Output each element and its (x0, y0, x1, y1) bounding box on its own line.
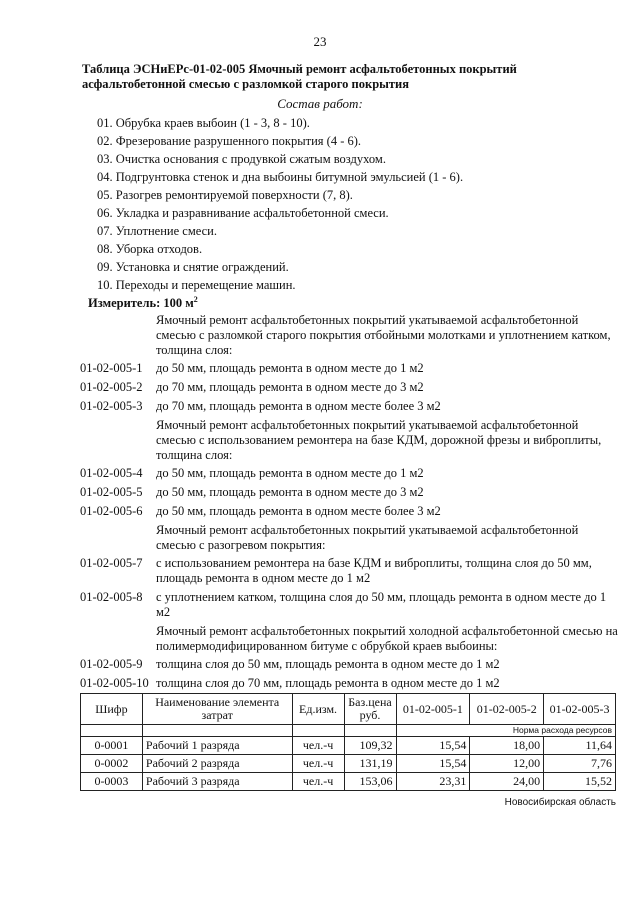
table-row (81, 737, 616, 755)
cell-name: Рабочий 1 разряда (142, 737, 292, 755)
cell-unit: чел.-ч (292, 737, 344, 755)
measure-exponent: 2 (193, 295, 198, 304)
header-norm-3: 01-02-005-3 (544, 694, 616, 725)
cell-price: 153,06 (344, 773, 396, 791)
header-unit: Ед.изм. (292, 694, 344, 725)
norm-code: 01-02-005-2 (80, 380, 143, 394)
norm-code: 01-02-005-7 (80, 556, 143, 570)
norm-text: до 70 мм, площадь ремонта в одном месте более 3 м2 (156, 399, 441, 413)
cell-code: 0-0001 (81, 737, 143, 755)
header-norm-2: 01-02-005-2 (470, 694, 544, 725)
header-cost-element: Наименование элемента затрат (142, 694, 292, 725)
cell-name: Рабочий 3 разряда (142, 773, 292, 791)
norm-row (80, 676, 620, 691)
norm-code: 01-02-005-3 (80, 399, 143, 413)
norm-label-row (81, 725, 616, 737)
blank-cell (81, 725, 143, 737)
footer-region: Новосибирская область (504, 797, 616, 808)
cell-norm: 15,54 (396, 755, 470, 773)
cell-norm: 18,00 (470, 737, 544, 755)
norm-code: 01-02-005-5 (80, 485, 143, 499)
norm-entries (80, 313, 620, 695)
cell-code: 0-0002 (81, 755, 143, 773)
blank-cell (292, 725, 344, 737)
group-description: Ямочный ремонт асфальтобетонных покрытий укатываемой асфальтобетонной смесью с использованием ремонтера на базе КДМ, дорожной фрезы и виброплиты, толщина слоя: (156, 418, 602, 462)
cell-code: 0-0003 (81, 773, 143, 791)
work-item: 03. Очистка основания с продувкой сжатым воздухом. (97, 152, 386, 166)
cell-norm: 7,76 (544, 755, 616, 773)
norm-code: 01-02-005-10 (80, 676, 149, 690)
work-composition-list (97, 114, 463, 294)
norm-text: до 50 мм, площадь ремонта в одном месте до 1 м2 (156, 361, 424, 375)
measure-unit (88, 295, 198, 311)
work-item: 04. Подгрунтовка стенок и дна выбоины битумной эмульсией (1 - 6). (97, 170, 464, 184)
norm-text: до 50 мм, площадь ремонта в одном месте до 1 м2 (156, 466, 424, 480)
cell-norm: 11,64 (544, 737, 616, 755)
norm-code: 01-02-005-1 (80, 361, 143, 375)
group-description: Ямочный ремонт асфальтобетонных покрытий холодной асфальтобетонной смесью на полимермодифицированном битуме с обрубкой краев выбоины: (156, 624, 618, 653)
cell-price: 131,19 (344, 755, 396, 773)
work-item: 02. Фрезерование разрушенного покрытия (4 - 6). (97, 134, 362, 148)
cell-norm: 15,54 (396, 737, 470, 755)
norm-row (80, 485, 620, 500)
work-item: 08. Уборка отходов. (97, 242, 203, 256)
norm-row (80, 590, 620, 620)
norm-code: 01-02-005-9 (80, 657, 143, 671)
cell-norm: 24,00 (470, 773, 544, 791)
norm-row (80, 657, 620, 672)
norm-code: 01-02-005-6 (80, 504, 143, 518)
work-composition-heading: Состав работ: (277, 96, 363, 111)
resource-norms-table (80, 693, 616, 791)
norm-code: 01-02-005-8 (80, 590, 143, 604)
table-row (81, 755, 616, 773)
cell-norm: 23,31 (396, 773, 470, 791)
norm-text: толщина слоя до 50 мм, площадь ремонта в одном месте до 1 м2 (156, 657, 500, 671)
group-description: Ямочный ремонт асфальтобетонных покрытий укатываемой асфальтобетонной смесью с разломкой старого покрытия отбойными молотками и уплотнением катком, толщина слоя: (156, 313, 611, 357)
work-item: 06. Укладка и разравнивание асфальтобетонной смеси. (97, 206, 389, 220)
norm-row (80, 399, 620, 414)
work-item: 01. Обрубка краев выбоин (1 - 3, 8 - 10). (97, 116, 310, 130)
norm-row (80, 466, 620, 481)
norm-code: 01-02-005-4 (80, 466, 143, 480)
norm-text: с уплотнением катком, толщина слоя до 50 мм, площадь ремонта в одном месте до 1 м2 (156, 590, 607, 619)
blank-cell (344, 725, 396, 737)
work-item: 07. Уплотнение смеси. (97, 224, 217, 238)
norm-text: толщина слоя до 70 мм, площадь ремонта в одном месте до 1 м2 (156, 676, 500, 690)
norm-text: до 70 мм, площадь ремонта в одном месте до 3 м2 (156, 380, 424, 394)
work-item: 05. Разогрев ремонтируемой поверхности (7, 8). (97, 188, 353, 202)
norm-text: с использованием ремонтера на базе КДМ и виброплиты, толщина слоя до 50 мм, площадь ремонта в одном месте до 1 м2 (156, 556, 592, 585)
norm-text: до 50 мм, площадь ремонта в одном месте более 3 м2 (156, 504, 441, 518)
cell-price: 109,32 (344, 737, 396, 755)
norm-row (80, 504, 620, 519)
work-item: 10. Переходы и перемещение машин. (97, 278, 296, 292)
blank-cell (142, 725, 292, 737)
cell-unit: чел.-ч (292, 773, 344, 791)
group-description: Ямочный ремонт асфальтобетонных покрытий укатываемой асфальтобетонной смесью с разогревом покрытия: (156, 523, 579, 552)
norm-row (80, 556, 620, 586)
page-number: 23 (313, 34, 327, 49)
table-header-row (81, 694, 616, 725)
cell-norm: 12,00 (470, 755, 544, 773)
norm-row (80, 361, 620, 376)
header-base-price: Баз.цена руб. (344, 694, 396, 725)
measure-label: Измеритель: 100 м (88, 296, 194, 311)
cell-unit: чел.-ч (292, 755, 344, 773)
cell-norm: 15,52 (544, 773, 616, 791)
cell-name: Рабочий 2 разряда (142, 755, 292, 773)
work-item: 09. Установка и снятие ограждений. (97, 260, 289, 274)
norm-row (80, 380, 620, 395)
header-norm-1: 01-02-005-1 (396, 694, 470, 725)
norm-text: до 50 мм, площадь ремонта в одном месте до 3 м2 (156, 485, 424, 499)
table-title: Таблица ЭСНиЕРс-01-02-005 Ямочный ремонт асфальтобетонных покрытий асфальтобетонной смесью с разломкой старого покрытия (82, 62, 517, 91)
norm-label: Норма расхода ресурсов (396, 725, 616, 737)
header-code: Шифр (81, 694, 143, 725)
table-row (81, 773, 616, 791)
